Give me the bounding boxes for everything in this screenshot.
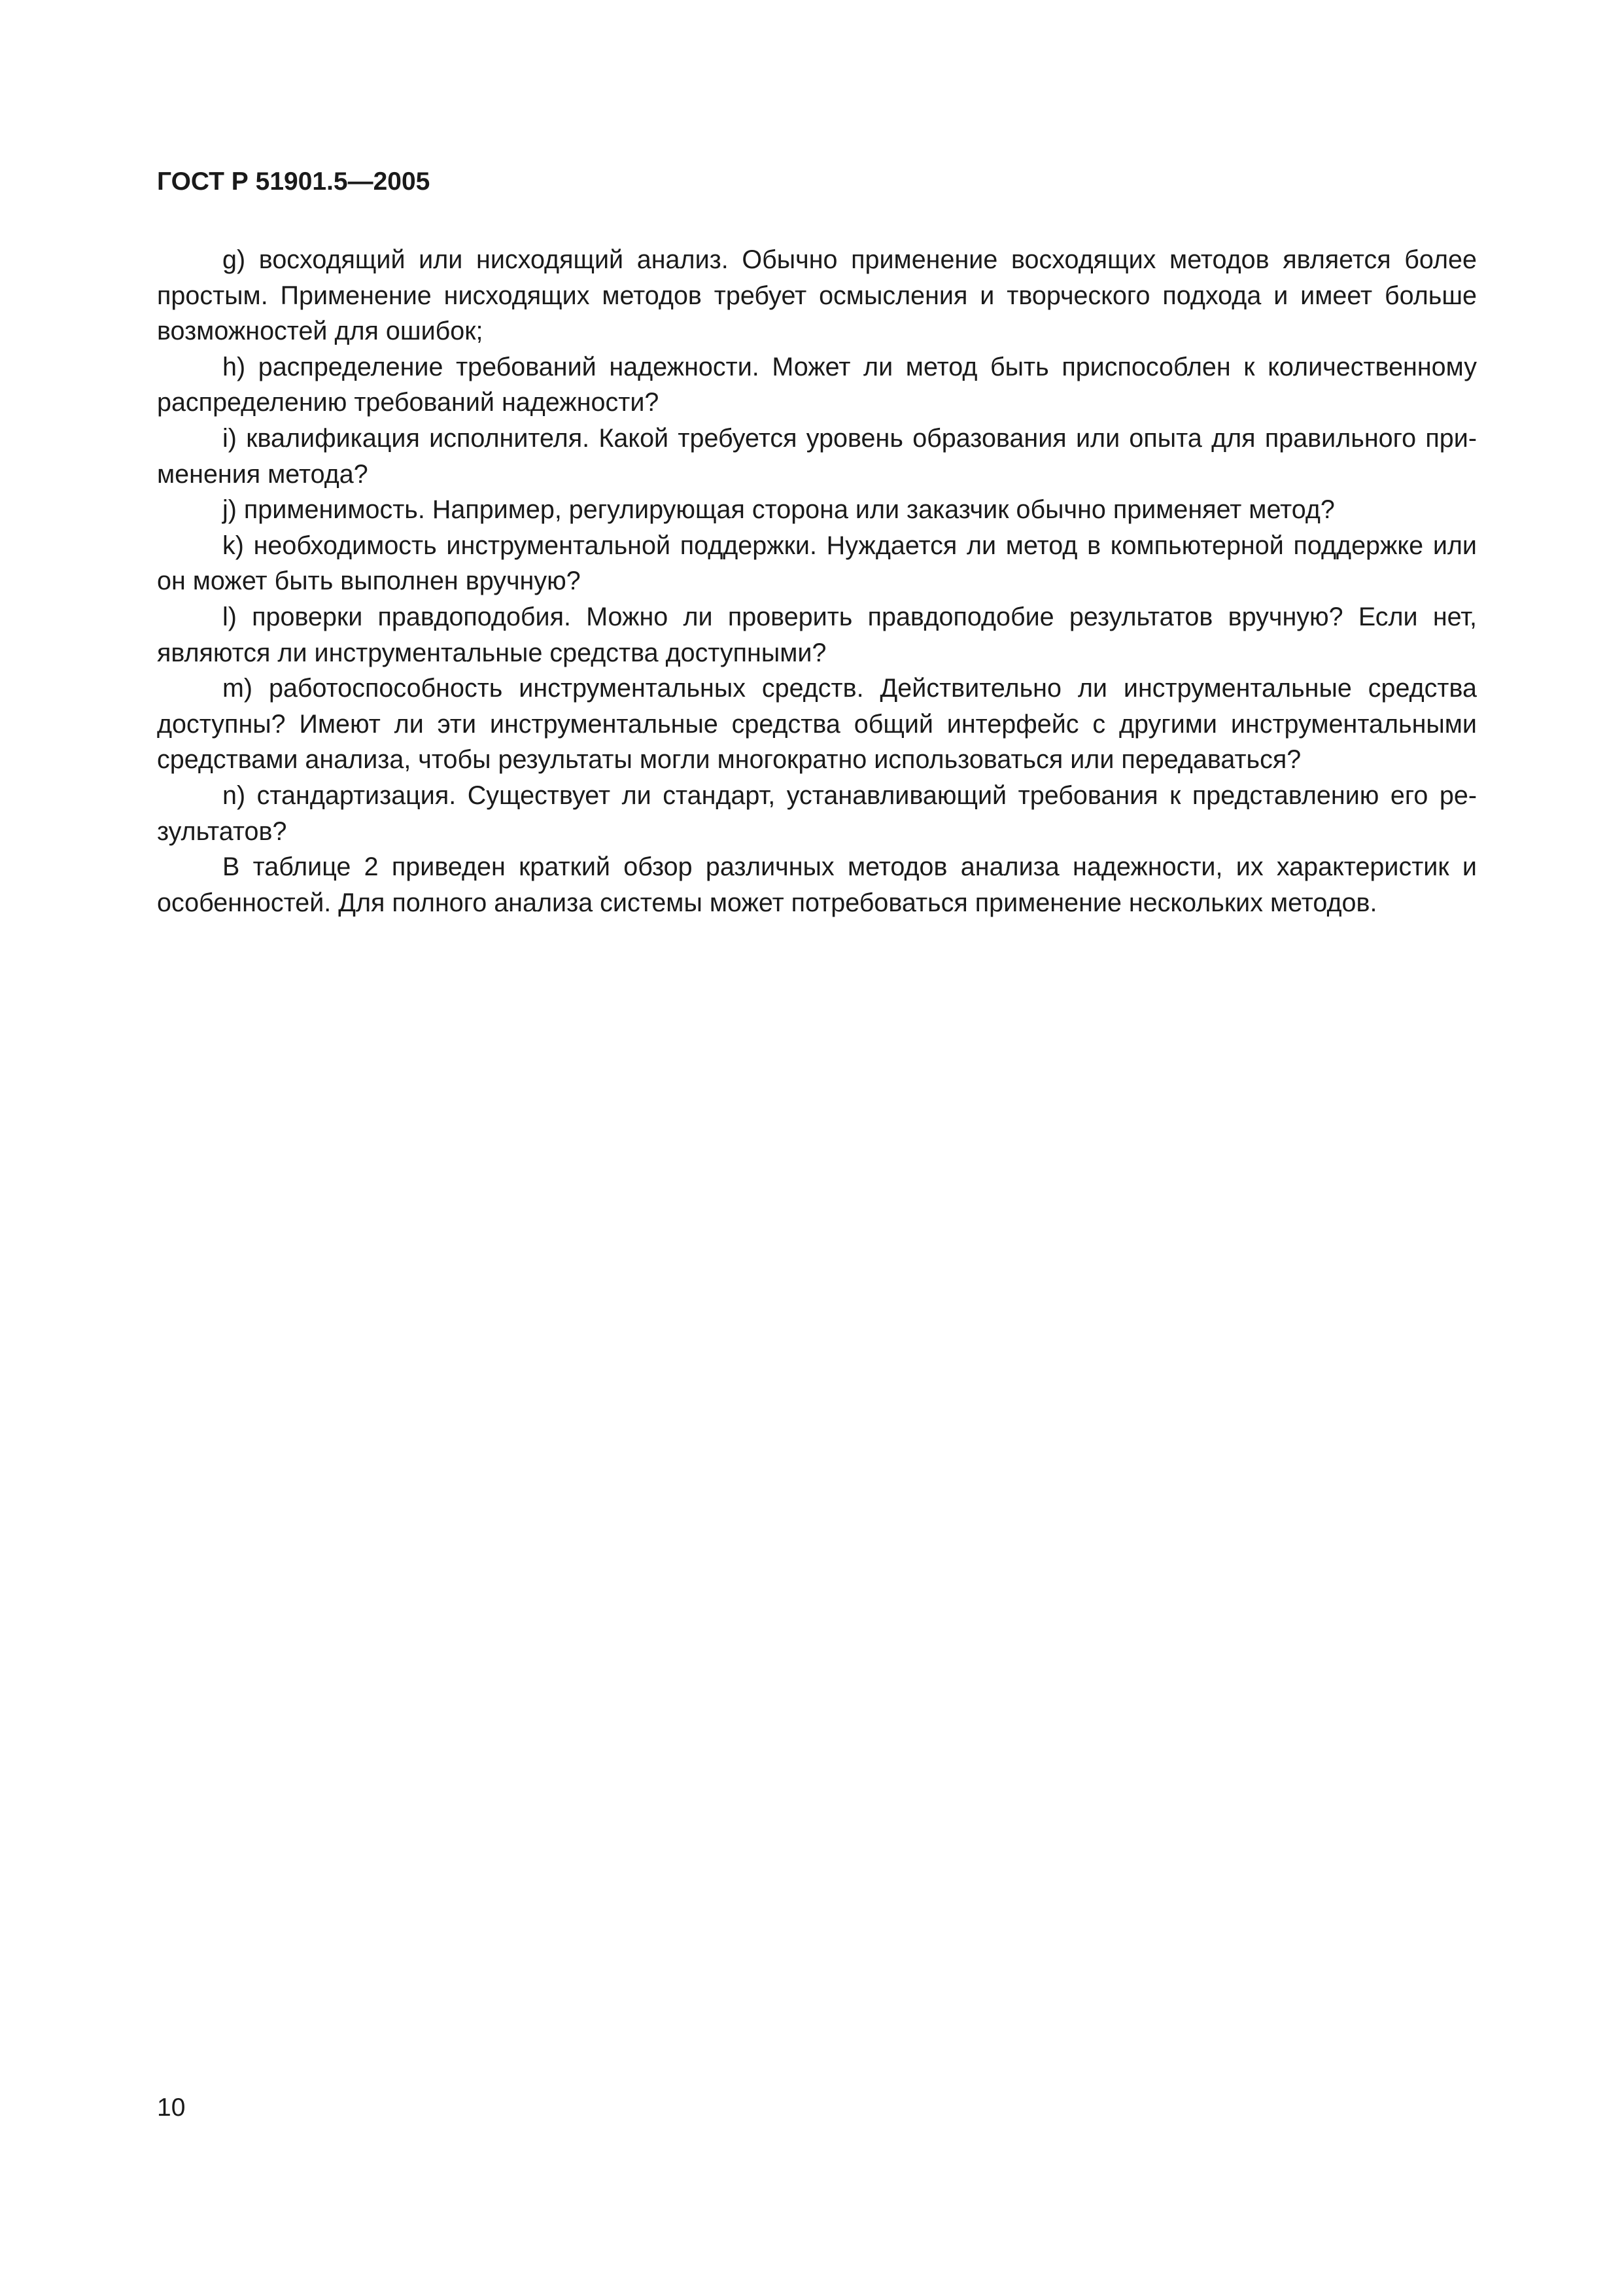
document-code-header: ГОСТ Р 51901.5—2005	[157, 167, 430, 196]
paragraph-h: h) распределение требований надежности. Может ли метод быть приспособлен к количественному распределению требований надежности?	[157, 352, 1477, 417]
paragraph-m: m) работоспособность инструментальных средств. Действительно ли инструментальные средства доступны? Имеют ли эти инструментальные средства общий интерфейс с другими инструментальными средствами анализа, чтобы результаты могли многократно использоваться или передаваться?	[157, 674, 1477, 775]
paragraph-g: g) восходящий или нисходящий анализ. Обычно применение восходящих методов является более простым. Применение нисходящих методов требует осмысления и творческого подхода и имеет больше возможностей для ошибок;	[157, 245, 1477, 346]
paragraph-n: n) стандартизация. Существует ли стандарт, устанавливающий требования к представлению его результатов?	[157, 780, 1477, 846]
paragraph-k: k) необходимость инструментальной поддержки. Нуждается ли метод в компьютерной поддержке или он может быть выполнен вручную?	[157, 531, 1477, 596]
paragraph-j: j) применимость. Например, регулирующая сторона или заказчик обычно применяет метод?	[222, 495, 1335, 525]
paragraph-table-2-intro: В таблице 2 приведен краткий обзор различных методов анализа надежности, их характеристик и особенностей. Для полного анализа системы может потребоваться применение нескольких методов.	[157, 852, 1477, 917]
page-number: 10	[157, 2094, 186, 2122]
paragraph-l: l) проверки правдоподобия. Можно ли проверить правдоподобие результатов вручную? Если нет, являются ли инструментальные средства доступными?	[157, 602, 1477, 667]
paragraph-i: i) квалификация исполнителя. Какой требуется уровень образования или опыта для правильного применения метода?	[157, 423, 1477, 489]
body-text	[157, 242, 1477, 920]
